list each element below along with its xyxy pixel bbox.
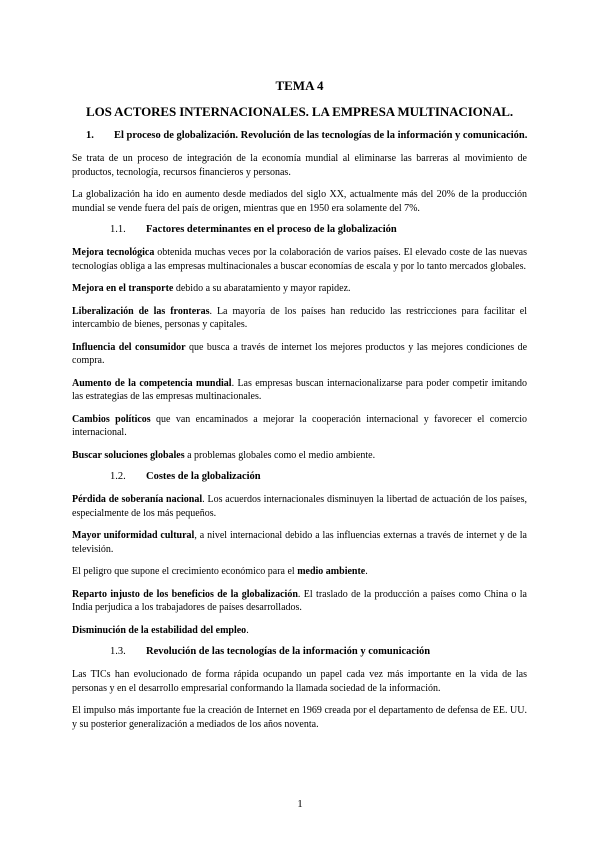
factor-item	[72, 377, 527, 404]
cost-text: .	[246, 624, 249, 636]
section-number: 1.1.	[110, 224, 126, 235]
cost-item	[72, 565, 527, 579]
section-title: El proceso de globalización. Revolución de las tecnologías de la información y comunicación.	[114, 130, 528, 141]
factor-item	[72, 305, 527, 332]
tema-label: TEMA 4	[275, 78, 324, 93]
page-number: 1	[297, 798, 303, 810]
factor-term: Mejora en el transporte	[72, 283, 174, 294]
document-page	[72, 78, 527, 740]
cost-text: . El traslado de la producción a países como China o la India perjudica a los trabajadores de países desarrollados.	[72, 588, 527, 613]
section-number: 1.	[86, 130, 94, 141]
paragraph: La globalización ha ido en aumento desde mediados del siglo XX, actualmente más del 20% de la producción mundial se vende fuera del país de origen, mientras que en 1950 era solamente del 7%.	[72, 189, 527, 214]
factor-term: Mejora tecnológica	[72, 247, 155, 258]
factor-text: a problemas globales como el medio ambiente.	[184, 449, 376, 461]
cost-prefix: El peligro que supone el crecimiento económico para el	[72, 566, 298, 577]
paragraph: Se trata de un proceso de integración de la economía mundial al eliminarse las barreras al movimiento de productos, tecnología, recursos financieros y personas.	[72, 153, 527, 178]
factor-item	[72, 246, 527, 273]
factor-text: obtenida muchas veces por la colaboración de varios países. El elevado coste de las nuevas tecnologías obliga a las empresas multinacionales a buscar economías de escala y por lo tanto mercados globales.	[72, 247, 527, 272]
section-1-3-heading	[72, 646, 527, 657]
section-title: Factores determinantes en el proceso de la globalización	[146, 224, 397, 235]
factor-text: que van encaminados a mejorar la cooperación internacional y favorecer el comercio internacional.	[72, 413, 527, 438]
factor-term: Influencia del consumidor	[72, 341, 186, 353]
cost-text: .	[365, 566, 368, 577]
factor-item	[72, 341, 527, 368]
section-title: Costes de la globalización	[146, 471, 261, 482]
section-1-2-heading	[72, 471, 527, 482]
section-number: 1.3.	[110, 646, 126, 657]
paragraph: Las TICs han evolucionado de forma rápida ocupando un papel cada vez más importante en la vida de las personas y en el desarrollo empresarial conformando la llamada sociedad de la información.	[72, 669, 527, 694]
cost-term: medio ambiente	[297, 566, 366, 577]
cost-text: , a nivel internacional debido a las influencias externas a través de internet y de la televisión.	[72, 530, 527, 555]
factor-term: Liberalización de las fronteras	[72, 305, 210, 317]
cost-term: Disminución de la estabilidad del empleo	[72, 624, 247, 636]
factor-text: . Las empresas buscan internacionalizarse para poder competir imitando las estrategias de las empresas multinacionales.	[72, 377, 528, 402]
paragraph: El impulso más importante fue la creación de Internet en 1969 creada por el departamento de defensa de EE. UU. y su posterior generalización a mediados de los años noventa.	[72, 705, 527, 730]
factor-item	[72, 282, 527, 296]
section-number: 1.2.	[110, 471, 126, 482]
factor-text: . La mayoría de los países han reducido las restricciones para facilitar el intercambio de bienes, personas y capitales.	[72, 305, 528, 330]
page-title: LOS ACTORES INTERNACIONALES. LA EMPRESA MULTINACIONAL.	[86, 104, 513, 119]
cost-term: Mayor uniformidad cultural	[72, 530, 195, 541]
cost-item	[72, 588, 527, 615]
factor-item	[72, 413, 527, 440]
factor-term: Cambios políticos	[72, 413, 151, 425]
cost-item	[72, 529, 527, 556]
cost-term: Pérdida de soberanía nacional	[72, 494, 203, 505]
factor-term: Aumento de la competencia mundial	[72, 377, 232, 389]
factor-text: debido a su abaratamiento y mayor rapidez.	[173, 283, 351, 294]
cost-term: Reparto injusto de los beneficios de la globalización	[72, 588, 298, 600]
cost-text: . Los acuerdos internacionales disminuyen la libertad de actuación de los países, especialmente de los más pequeños.	[72, 494, 527, 519]
cost-item	[72, 493, 527, 520]
section-1-1-heading	[72, 224, 527, 235]
section-title: Revolución de las tecnologías de la información y comunicación	[146, 646, 431, 657]
cost-item	[72, 624, 527, 638]
section-1-heading	[72, 130, 527, 141]
factor-term: Buscar soluciones globales	[72, 449, 185, 461]
factor-text: que busca a través de internet los mejores productos y las mejores condiciones de compra.	[72, 341, 528, 366]
factor-item	[72, 449, 527, 463]
